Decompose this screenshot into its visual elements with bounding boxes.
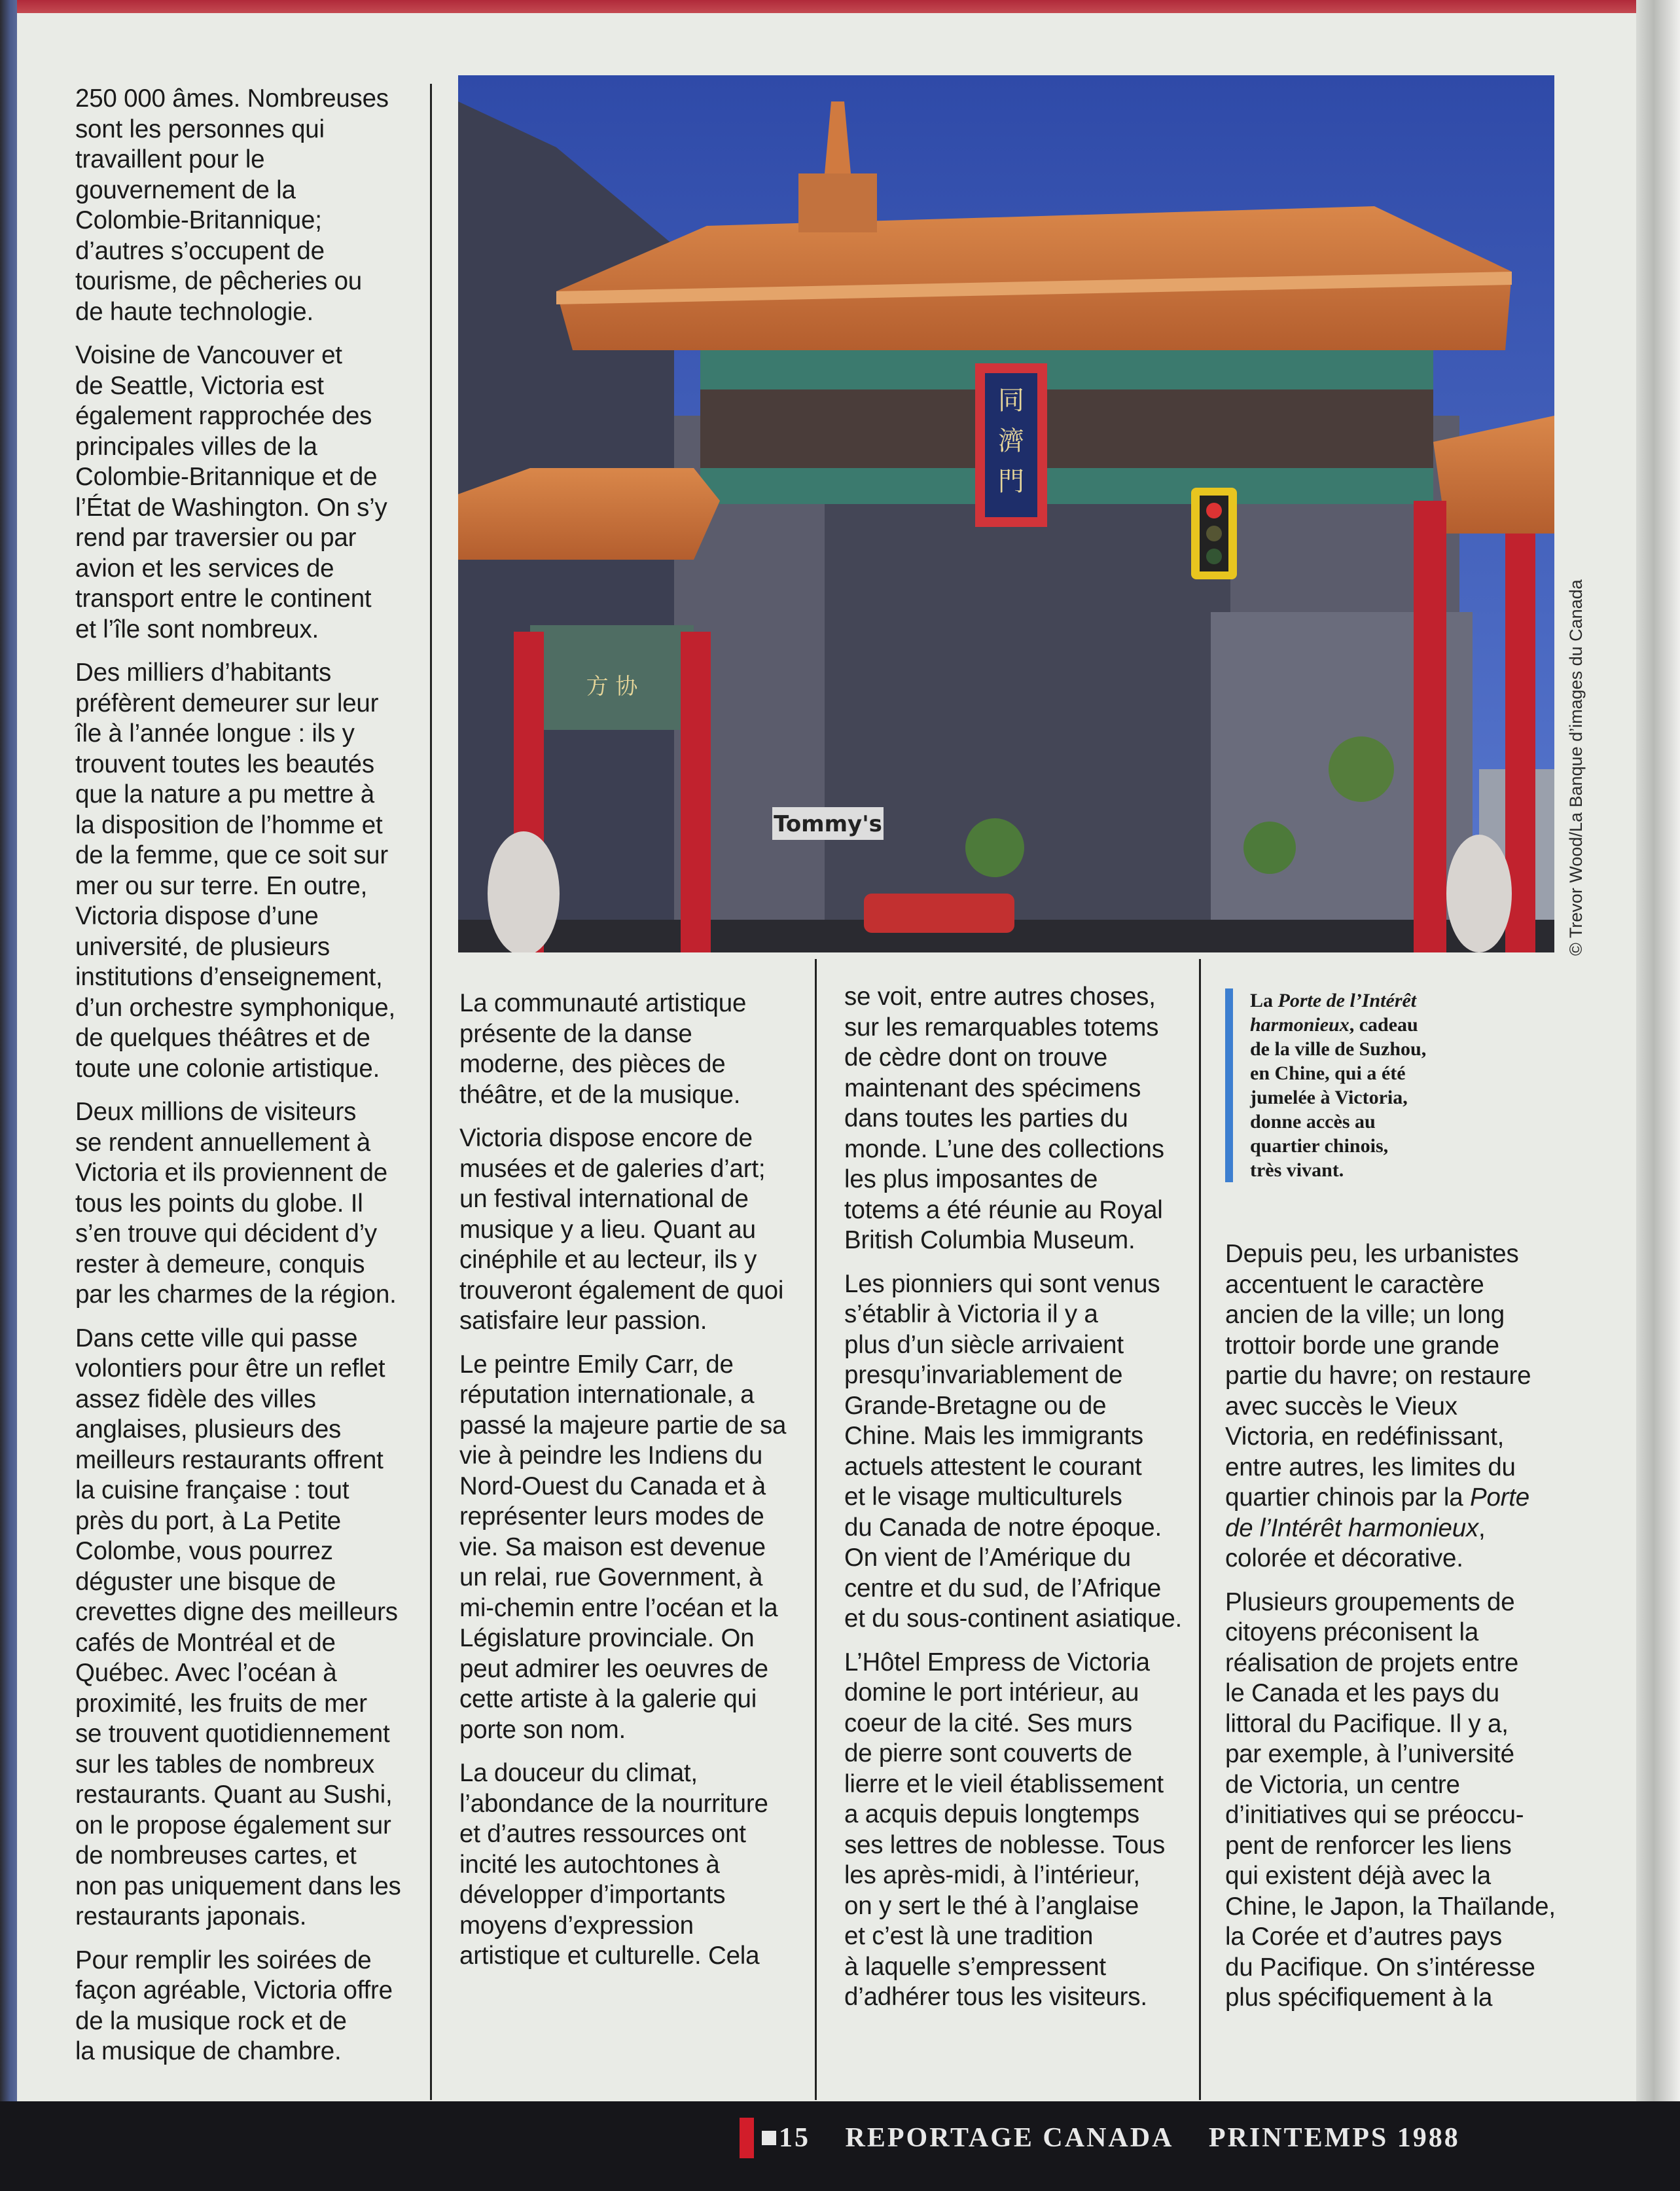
red-marker <box>740 2118 754 2158</box>
column-rule <box>1199 959 1201 2100</box>
paragraph: La communauté artistique présente de la danse moderne, des pièces de théâtre, et de la musique. <box>459 989 747 1109</box>
storefront-sign: Tommy's <box>774 811 882 837</box>
column-rule <box>430 84 432 2100</box>
paragraph: Des milliers d’habitants préfèrent demeurer sur leur île à l’année longue : ils y trouvent toutes les beautés que la nature a pu mettre à la disposition de l’homme et de la femme, que ce soit sur mer ou sur terre. En outre, Victoria dispose d’une université, de plusieurs institutions d’enseignement, d’un orchestre symphonique, de quelques théâtres et de toute une colonie artistique. <box>75 659 395 1083</box>
page-number: 15 <box>779 2123 810 2153</box>
paragraph: L’Hôtel Empress de Victoria domine le port intérieur, au coeur de la cité. Ses murs de pierre sont couverts de lierre et le vieil établissement a acquis depuis longtemps ses lettres de noblesse. Tous les après-midi, à l’intérieur, on y sert le thé à l’anglaise et c’est là une tradition à laquelle s’empressent d’adhérer tous les visiteurs. <box>844 1648 1166 2011</box>
svg-text:方 协: 方 协 <box>586 674 638 700</box>
photo-credit: © Trevor Wood/La Banque d’images du Canada <box>1566 579 1586 956</box>
paragraph: Deux millions de visiteurs se rendent annuellement à Victoria et ils proviennent de tous les points du globe. Il s’en trouve qui décident d’y rester à demeure, conquis par les charmes de la région. <box>75 1098 397 1309</box>
paragraph-text: Depuis peu, les urbanistes accentuent le caractère ancien de la ville; un long trottoir borde une grande partie du havre; on restaure avec succès le Vieux Victoria, en redéfinissant, entre autres, les limites du quartier chinois par la <box>1225 1240 1531 1512</box>
paragraph: Voisine de Vancouver et de Seattle, Victoria est également rapprochée des principales villes de la Colombie-Britannique et de l’État de Washington. On s’y rend par traversier ou par avion et les services de transport entre le continent et l’île sont nombreux. <box>75 341 387 643</box>
paragraph <box>1225 1239 1565 1574</box>
binding-edge <box>0 0 17 2191</box>
caption-lead: La <box>1250 990 1278 1011</box>
caption-italic: Porte de l’Intérêt harmonieux <box>1250 990 1417 1036</box>
gate-illustration <box>458 75 1554 952</box>
paragraph: Le peintre Emily Carr, de réputation internationale, a passé la majeure partie de sa vie à peindre les Indiens du Nord-Ouest du Canada et à représenter leurs modes de vie. Sa maison est devenue un relai, rue Government, à mi-chemin entre l’océan et la Législature provinciale. On peut admirer les oeuvres de cette artiste à la galerie qui porte son nom. <box>459 1350 787 1744</box>
text-column-2 <box>459 988 800 1985</box>
paragraph-text: , colorée et décorative. <box>1225 1513 1486 1572</box>
photo-caption <box>1225 988 1525 1182</box>
text-column-1 <box>75 84 416 2080</box>
top-edge <box>0 0 1680 13</box>
column-rule <box>815 959 817 2100</box>
paragraph: se voit, entre autres choses, sur les remarquables totems de cèdre dont on trouve maintenant des spécimens dans toutes les parties du monde. L’une des collections les plus imposantes de totems a été réunie au Royal British Columbia Museum. <box>844 983 1164 1254</box>
gate-name-italic: Porte de l’Intérêt harmonieux <box>1225 1483 1530 1542</box>
text-column-3 <box>844 982 1185 2026</box>
text-column-4 <box>1225 1239 1565 2027</box>
chinatown-gate-photo <box>458 75 1554 952</box>
paragraph: Dans cette ville qui passe volontiers pour être un reflet assez fidèle des villes anglaises, plusieurs des meilleurs restaurants offrent la cuisine française : tout près du port, à La Petite Colombe, vous pourrez déguster une bisque de crevettes digne des meilleurs cafés de Montréal et de Québec. Avec l’océan à proximité, les fruits de mer se trouvent quotidiennement sur les tables de nombreux restaurants. Quant au Sushi, on le propose également sur de nombreuses cartes, et non pas uniquement dans les restaurants japonais. <box>75 1324 401 1930</box>
magazine-title: REPORTAGE CANADA <box>845 2123 1174 2153</box>
paragraph: La douceur du climat, l’abondance de la nourriture et d’autres ressources ont incité les autochtones à développer d’importants moyens d’expression artistique et culturelle. Cela <box>459 1759 768 1970</box>
svg-text:同濟門: 同濟門 <box>998 386 1024 497</box>
paragraph: Victoria dispose encore de musées et de galeries d’art; un festival international de musique y a lieu. Quant au cinéphile et au lecteur, ils y trouveront également de quoi satisfaire leur passion. <box>459 1124 784 1335</box>
square-bullet-icon <box>762 2131 776 2145</box>
paragraph: Pour remplir les soirées de façon agréable, Victoria offre de la musique rock et de la musique de chambre. <box>75 1946 393 2065</box>
paragraph: Plusieurs groupements de citoyens préconisent la réalisation de projets entre le Canada et les pays du littoral du Pacifique. Il y a, par exemple, à l’université de Victoria, un centre d’initiatives qui se préoccu- pent de renforcer les liens qui existent déjà avec la Chine, le Japon, la Thaïlande, la Corée et d’autres pays du Pacifique. On s’intéresse plus spécifiquement à la <box>1225 1587 1556 2012</box>
caption-rest: , cadeau de la ville de Suzhou, en Chine, qui a été jumelée à Victoria, donne accès au quartier chinois, très vivant. <box>1250 1014 1427 1181</box>
footer <box>740 2118 1460 2157</box>
paragraph: Les pionniers qui sont venus s’établir à Victoria il y a plus d’un siècle arrivaient presqu’invariablement de Grande-Bretagne ou de Chine. Mais les immigrants actuels attestent le courant et le visage multiculturels du Canada de notre époque. On vient de l’Amérique du centre et du sud, de l’Afrique et du sous-continent asiatique. <box>844 1269 1183 1633</box>
paragraph: 250 000 âmes. Nombreuses sont les personnes qui travaillent pour le gouvernement de la Colombie-Britannique; d’autres s’occupent de tourisme, de pêcheries ou de haute technologie. <box>75 84 389 326</box>
next-page-edge <box>1636 0 1680 2191</box>
issue-date: PRINTEMPS 1988 <box>1208 2123 1460 2153</box>
